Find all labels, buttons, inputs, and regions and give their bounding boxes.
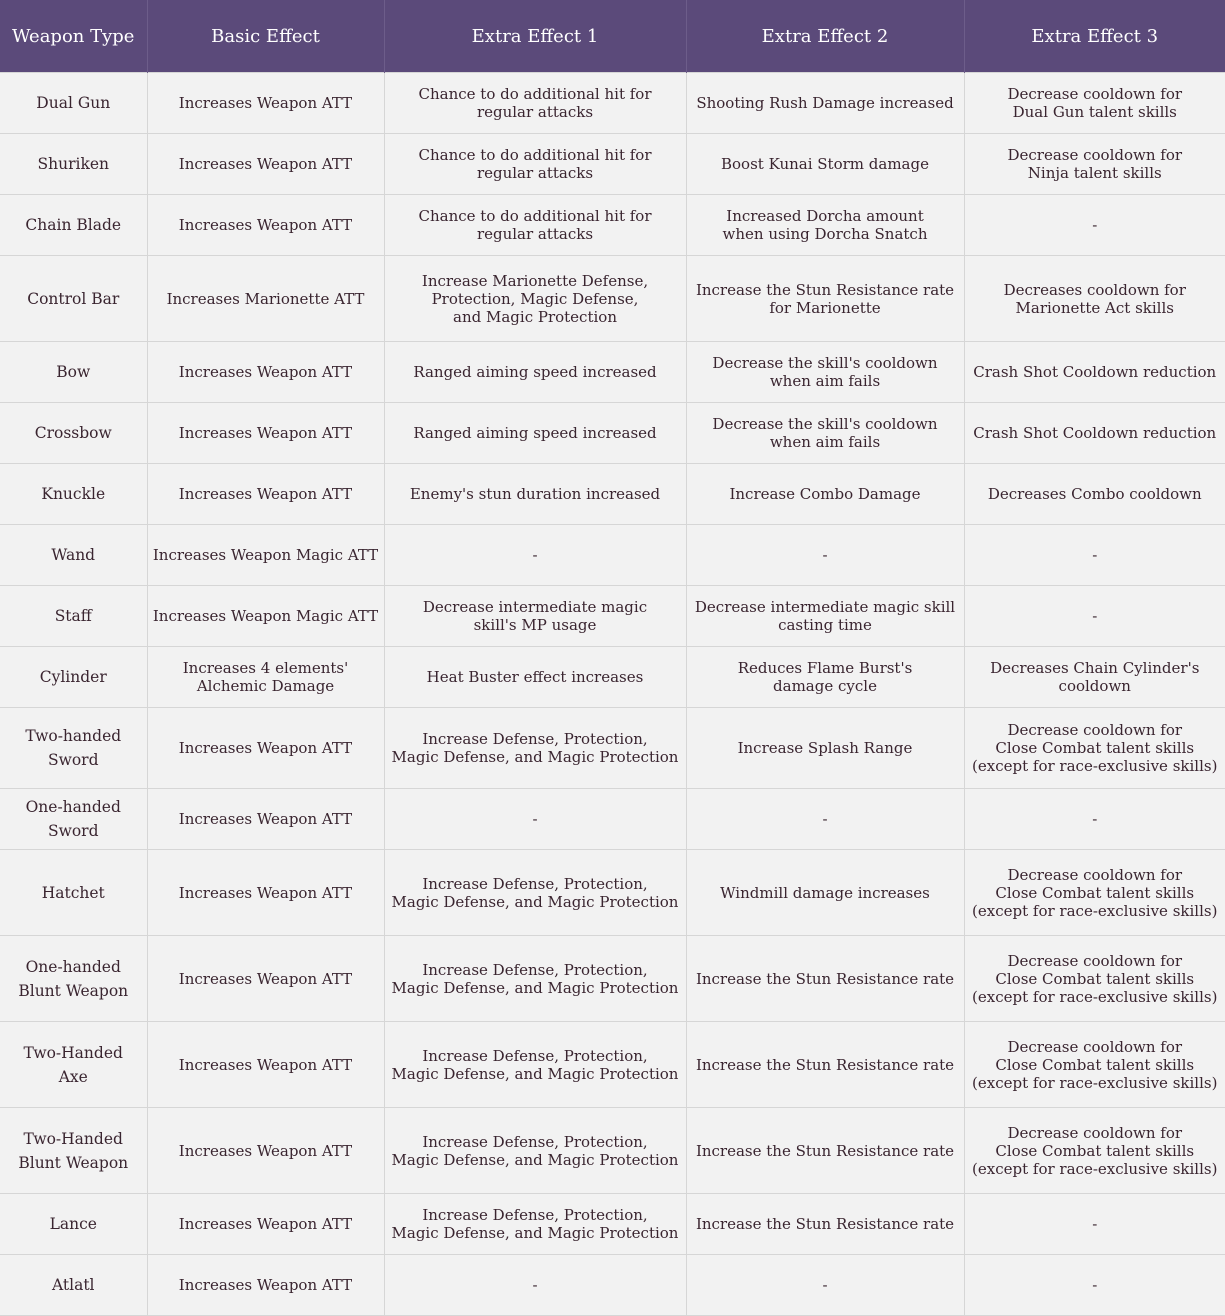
weapon-type-cell: Dual Gun (0, 73, 147, 134)
extra-effect-2-cell: Increase Splash Range (686, 708, 964, 789)
extra-effect-1-cell: Increase Defense, Protection, Magic Defense, and Magic Protection (384, 1022, 686, 1108)
basic-effect-cell: Increases Weapon ATT (147, 1194, 384, 1255)
table-row (0, 73, 1225, 134)
extra-effect-2-cell: Increase the Stun Resistance rate (686, 936, 964, 1022)
weapon-type-cell: Knuckle (0, 464, 147, 525)
basic-effect-cell: Increases Weapon ATT (147, 73, 384, 134)
extra-effect-1-cell: Increase Marionette Defense, Protection, Magic Defense, and Magic Protection (384, 256, 686, 342)
extra-effect-3-cell: Decrease cooldown for Close Combat talent skills (except for race-exclusive skills) (964, 936, 1225, 1022)
header-extra-effect-1: Extra Effect 1 (384, 0, 686, 73)
extra-effect-3-cell: - (964, 525, 1225, 586)
table-row (0, 1255, 1225, 1316)
weapon-type-cell: One-handed Sword (0, 789, 147, 850)
weapon-type-cell: Two-Handed Blunt Weapon (0, 1108, 147, 1194)
basic-effect-cell: Increases Weapon ATT (147, 1108, 384, 1194)
extra-effect-1-cell: - (384, 1255, 686, 1316)
basic-effect-cell: Increases 4 elements' Alchemic Damage (147, 647, 384, 708)
extra-effect-1-cell: - (384, 789, 686, 850)
table-row (0, 1022, 1225, 1108)
extra-effect-2-cell: Shooting Rush Damage increased (686, 73, 964, 134)
extra-effect-3-cell: - (964, 1194, 1225, 1255)
basic-effect-cell: Increases Weapon ATT (147, 708, 384, 789)
table-row (0, 134, 1225, 195)
basic-effect-cell: Increases Weapon ATT (147, 134, 384, 195)
weapon-type-cell: Atlatl (0, 1255, 147, 1316)
table-row (0, 464, 1225, 525)
extra-effect-2-cell: Boost Kunai Storm damage (686, 134, 964, 195)
extra-effect-2-cell: Windmill damage increases (686, 850, 964, 936)
extra-effect-3-cell: - (964, 586, 1225, 647)
extra-effect-3-cell: Decrease cooldown for Close Combat talent skills (except for race-exclusive skills) (964, 708, 1225, 789)
extra-effect-1-cell: Chance to do additional hit for regular attacks (384, 134, 686, 195)
extra-effect-3-cell: Decreases cooldown for Marionette Act skills (964, 256, 1225, 342)
table-row (0, 708, 1225, 789)
header-extra-effect-3: Extra Effect 3 (964, 0, 1225, 73)
basic-effect-cell: Increases Weapon ATT (147, 342, 384, 403)
extra-effect-1-cell: Increase Defense, Protection, Magic Defense, and Magic Protection (384, 850, 686, 936)
extra-effect-2-cell: - (686, 1255, 964, 1316)
weapon-type-cell: Wand (0, 525, 147, 586)
table-row (0, 403, 1225, 464)
extra-effect-2-cell: Decrease the skill's cooldown when aim fails (686, 403, 964, 464)
extra-effect-3-cell: Decrease cooldown for Close Combat talent skills (except for race-exclusive skills) (964, 850, 1225, 936)
basic-effect-cell: Increases Weapon ATT (147, 789, 384, 850)
basic-effect-cell: Increases Weapon ATT (147, 1255, 384, 1316)
table-row (0, 195, 1225, 256)
extra-effect-3-cell: - (964, 195, 1225, 256)
extra-effect-3-cell: Decrease cooldown for Close Combat talent skills (except for race-exclusive skills) (964, 1108, 1225, 1194)
extra-effect-2-cell: Increased Dorcha amount when using Dorcha Snatch (686, 195, 964, 256)
extra-effect-1-cell: Chance to do additional hit for regular attacks (384, 195, 686, 256)
weapon-type-cell: Bow (0, 342, 147, 403)
weapon-type-cell: Two-handed Sword (0, 708, 147, 789)
extra-effect-1-cell: Chance to do additional hit for regular attacks (384, 73, 686, 134)
extra-effect-3-cell: Decreases Combo cooldown (964, 464, 1225, 525)
weapon-type-cell: Staff (0, 586, 147, 647)
table-row (0, 586, 1225, 647)
extra-effect-2-cell: Increase Combo Damage (686, 464, 964, 525)
extra-effect-3-cell: - (964, 789, 1225, 850)
weapon-type-cell: Crossbow (0, 403, 147, 464)
extra-effect-2-cell: Decrease the skill's cooldown when aim fails (686, 342, 964, 403)
extra-effect-2-cell: Increase the Stun Resistance rate (686, 1108, 964, 1194)
extra-effect-1-cell: Increase Defense, Protection, Magic Defense, and Magic Protection (384, 1194, 686, 1255)
extra-effect-2-cell: Decrease intermediate magic skill casting time (686, 586, 964, 647)
table-body (0, 73, 1225, 1316)
extra-effect-3-cell: Crash Shot Cooldown reduction (964, 403, 1225, 464)
basic-effect-cell: Increases Weapon ATT (147, 936, 384, 1022)
extra-effect-1-cell: Increase Defense, Protection, Magic Defense, and Magic Protection (384, 708, 686, 789)
extra-effect-3-cell: Crash Shot Cooldown reduction (964, 342, 1225, 403)
extra-effect-2-cell: Increase the Stun Resistance rate for Marionette (686, 256, 964, 342)
header-weapon-type: Weapon Type (0, 0, 147, 73)
extra-effect-1-cell: Increase Defense, Protection, Magic Defense, and Magic Protection (384, 1108, 686, 1194)
table-row (0, 342, 1225, 403)
table-row (0, 256, 1225, 342)
header-row (0, 0, 1225, 73)
extra-effect-1-cell: Ranged aiming speed increased (384, 403, 686, 464)
extra-effect-1-cell: Decrease intermediate magic skill's MP usage (384, 586, 686, 647)
basic-effect-cell: Increases Marionette ATT (147, 256, 384, 342)
basic-effect-cell: Increases Weapon ATT (147, 850, 384, 936)
extra-effect-3-cell: - (964, 1255, 1225, 1316)
extra-effect-3-cell: Decrease cooldown for Close Combat talent skills (except for race-exclusive skills) (964, 1022, 1225, 1108)
extra-effect-2-cell: Increase the Stun Resistance rate (686, 1022, 964, 1108)
weapon-type-cell: Hatchet (0, 850, 147, 936)
basic-effect-cell: Increases Weapon ATT (147, 403, 384, 464)
extra-effect-2-cell: - (686, 789, 964, 850)
table-header (0, 0, 1225, 73)
table-row (0, 850, 1225, 936)
table-row (0, 1194, 1225, 1255)
weapon-type-cell: Cylinder (0, 647, 147, 708)
extra-effect-2-cell: Increase the Stun Resistance rate (686, 1194, 964, 1255)
extra-effect-3-cell: Decrease cooldown for Ninja talent skills (964, 134, 1225, 195)
extra-effect-3-cell: Decreases Chain Cylinder's cooldown (964, 647, 1225, 708)
weapon-type-cell: Chain Blade (0, 195, 147, 256)
extra-effect-3-cell: Decrease cooldown for Dual Gun talent skills (964, 73, 1225, 134)
header-basic-effect: Basic Effect (147, 0, 384, 73)
basic-effect-cell: Increases Weapon Magic ATT (147, 525, 384, 586)
extra-effect-2-cell: Reduces Flame Burst's damage cycle (686, 647, 964, 708)
weapon-type-cell: Control Bar (0, 256, 147, 342)
extra-effect-1-cell: Enemy's stun duration increased (384, 464, 686, 525)
basic-effect-cell: Increases Weapon ATT (147, 464, 384, 525)
table-row (0, 525, 1225, 586)
extra-effect-1-cell: Increase Defense, Protection, Magic Defense, and Magic Protection (384, 936, 686, 1022)
weapon-type-cell: Shuriken (0, 134, 147, 195)
basic-effect-cell: Increases Weapon ATT (147, 1022, 384, 1108)
table-row (0, 936, 1225, 1022)
table-row (0, 647, 1225, 708)
basic-effect-cell: Increases Weapon Magic ATT (147, 586, 384, 647)
extra-effect-1-cell: Heat Buster effect increases (384, 647, 686, 708)
table-row (0, 1108, 1225, 1194)
extra-effect-1-cell: - (384, 525, 686, 586)
header-extra-effect-2: Extra Effect 2 (686, 0, 964, 73)
weapon-type-cell: Two-Handed Axe (0, 1022, 147, 1108)
extra-effect-2-cell: - (686, 525, 964, 586)
weapon-type-cell: One-handed Blunt Weapon (0, 936, 147, 1022)
weapon-type-cell: Lance (0, 1194, 147, 1255)
table-row (0, 789, 1225, 850)
extra-effect-1-cell: Ranged aiming speed increased (384, 342, 686, 403)
basic-effect-cell: Increases Weapon ATT (147, 195, 384, 256)
